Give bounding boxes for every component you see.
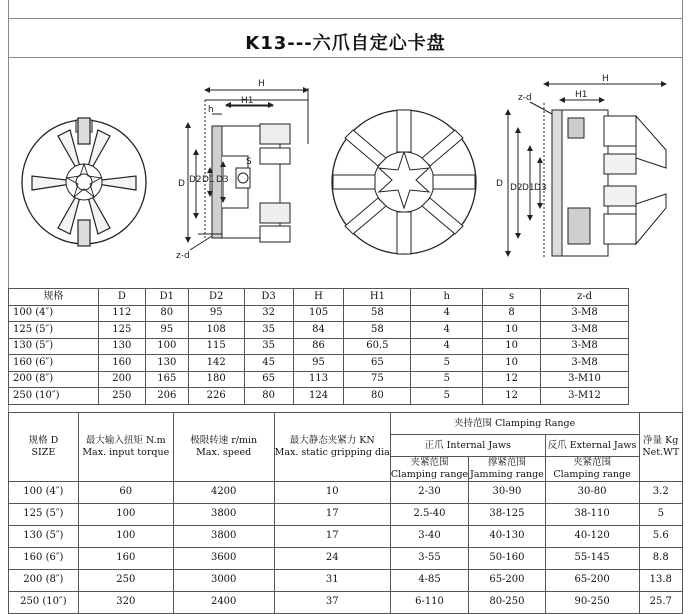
- cell: 250: [98, 388, 145, 405]
- cell: 100 (4″): [9, 481, 79, 503]
- cell: 24: [274, 547, 390, 569]
- cell: 8: [483, 305, 541, 322]
- table-row: [9, 569, 683, 591]
- table-row: [9, 355, 629, 372]
- table-row: [9, 591, 683, 613]
- cell: 60: [78, 481, 173, 503]
- header-D: D: [98, 289, 145, 306]
- cell: 4: [411, 305, 483, 322]
- header-ext-clamping-en: Clamping range: [553, 468, 631, 480]
- cell: 35: [244, 322, 293, 339]
- side-view: [188, 88, 308, 250]
- cell: 165: [145, 371, 188, 388]
- cell: 13.8: [639, 569, 683, 591]
- technical-drawing: [8, 58, 683, 288]
- header-speed: [173, 413, 274, 482]
- cell: 3-40: [390, 525, 468, 547]
- cell: 160 (6″): [9, 355, 99, 372]
- header-jamming-en: Jamming range: [470, 468, 544, 480]
- cell: 4-85: [390, 569, 468, 591]
- cell: 112: [98, 305, 145, 322]
- cell: 65: [344, 355, 411, 372]
- page-title: K13---六爪自定心卡盘: [245, 33, 446, 54]
- table-row: [9, 481, 683, 503]
- header-size: [9, 413, 79, 482]
- cell: 4: [411, 322, 483, 339]
- cell: 125 (5″): [9, 322, 99, 339]
- cell: 12: [483, 371, 541, 388]
- cell: 30-90: [469, 481, 546, 503]
- cell: 142: [188, 355, 244, 372]
- cell: 5: [411, 355, 483, 372]
- table-row: [9, 371, 629, 388]
- header-jamming-cn: 撑紧范围: [487, 457, 526, 468]
- header-h: h: [411, 289, 483, 306]
- header-D2: D2: [188, 289, 244, 306]
- cell: 206: [145, 388, 188, 405]
- cell: 160 (6″): [9, 547, 79, 569]
- cell: 3-M10: [541, 371, 629, 388]
- header-force-cn: 最大静态夹紧力 KN: [289, 435, 375, 446]
- cell: 4200: [173, 481, 274, 503]
- cell: 130: [98, 338, 145, 355]
- cell: 55-145: [545, 547, 639, 569]
- cell: 58: [344, 322, 411, 339]
- cell: 10: [483, 322, 541, 339]
- dim-D1-label: D1: [202, 175, 215, 185]
- cell: 3-M8: [541, 338, 629, 355]
- cell: 95: [145, 322, 188, 339]
- performance-table: [8, 412, 683, 614]
- cell: 80: [244, 388, 293, 405]
- cell: 12: [483, 388, 541, 405]
- cell: 8.8: [639, 547, 683, 569]
- cell: 100: [78, 503, 173, 525]
- cell: 5: [411, 371, 483, 388]
- table-row: [9, 305, 629, 322]
- cell: 3600: [173, 547, 274, 569]
- cell: 31: [274, 569, 390, 591]
- header-weight-cn: 净量 Kg: [643, 435, 679, 446]
- cell: 17: [274, 503, 390, 525]
- cell: 200 (8″): [9, 569, 79, 591]
- cell: 3000: [173, 569, 274, 591]
- header-size-cn: 规格 D: [28, 435, 59, 446]
- header-weight-en: Net.WT: [642, 446, 680, 458]
- cell: 95: [293, 355, 344, 372]
- cell: 80: [145, 305, 188, 322]
- table-row: [9, 388, 629, 405]
- cell: 5: [411, 388, 483, 405]
- header-clamping-cn: 夹紧范围: [410, 457, 449, 468]
- dim-S-label: S: [246, 157, 252, 167]
- dim-D1-label-right: D1: [522, 183, 535, 193]
- cell: 3800: [173, 525, 274, 547]
- dim-D-label-right: D: [496, 179, 503, 189]
- dim-D3-label-right: D3: [534, 183, 547, 193]
- dimension-table: [8, 288, 629, 405]
- dim-H1-label: H1: [241, 96, 254, 106]
- cell: 17: [274, 525, 390, 547]
- cell: 108: [188, 322, 244, 339]
- cell: 65: [244, 371, 293, 388]
- cell: 58: [344, 305, 411, 322]
- header-D3: D3: [244, 289, 293, 306]
- cell: 65-200: [469, 569, 546, 591]
- cell: 3-M8: [541, 322, 629, 339]
- table-row: [9, 525, 683, 547]
- table-row: [9, 322, 629, 339]
- cell: 40-130: [469, 525, 546, 547]
- front-view-left: [22, 118, 146, 246]
- header-torque: [78, 413, 173, 482]
- dim-D2-label-right: D2: [510, 183, 523, 193]
- dim-D2-label: D2: [189, 175, 202, 185]
- title-box: [8, 18, 683, 58]
- cell: 124: [293, 388, 344, 405]
- header-force: [274, 413, 390, 482]
- cell: 160: [78, 547, 173, 569]
- cell: 65-200: [545, 569, 639, 591]
- cell: 32: [244, 305, 293, 322]
- cell: 125: [98, 322, 145, 339]
- cell: 115: [188, 338, 244, 355]
- table-row: [9, 338, 629, 355]
- cell: 50-160: [469, 547, 546, 569]
- cell: 200 (8″): [9, 371, 99, 388]
- header-jamming: [469, 457, 546, 482]
- cell: 130 (5″): [9, 338, 99, 355]
- section-view-right: [508, 84, 666, 258]
- cell: 125 (5″): [9, 503, 79, 525]
- header-ext-clamping-cn: 夹紧范围: [573, 457, 612, 468]
- cell: 95: [188, 305, 244, 322]
- perf-header-row-1: [9, 413, 683, 435]
- header-D1: D1: [145, 289, 188, 306]
- dim-D-label: D: [178, 179, 185, 189]
- cell: 160: [98, 355, 145, 372]
- cell: 100 (4″): [9, 305, 99, 322]
- cell: 250 (10″): [9, 388, 99, 405]
- cell: 3-M8: [541, 305, 629, 322]
- dim-h-label: h: [208, 105, 214, 115]
- cell: 10: [483, 355, 541, 372]
- cell: 45: [244, 355, 293, 372]
- dim-zd-label: z-d: [176, 251, 190, 261]
- cell: 200: [98, 371, 145, 388]
- dim-H1-label-right: H1: [575, 90, 588, 100]
- cell: 180: [188, 371, 244, 388]
- table-row: [9, 503, 683, 525]
- header-H1: H1: [344, 289, 411, 306]
- dim-H-label-right: H: [602, 74, 609, 84]
- dim-H-label: H: [258, 79, 265, 89]
- dimension-table-header: [9, 289, 629, 306]
- header-ext-clamping: [545, 457, 639, 482]
- cell: 3-M12: [541, 388, 629, 405]
- cell: 2-30: [390, 481, 468, 503]
- cell: 35: [244, 338, 293, 355]
- cell: 37: [274, 591, 390, 613]
- cell: 105: [293, 305, 344, 322]
- table-row: [9, 547, 683, 569]
- header-weight: [639, 413, 683, 482]
- cell: 4: [411, 338, 483, 355]
- header-speed-en: Max. speed: [196, 446, 252, 458]
- cell: 3-55: [390, 547, 468, 569]
- header-force-en: Max. static gripping dia: [274, 446, 390, 458]
- cell: 100: [145, 338, 188, 355]
- header-clamping-en: Clamping range: [390, 468, 469, 480]
- header-torque-cn: 最大输入扭矩 N.m: [85, 435, 166, 446]
- dim-D3-label: D3: [216, 175, 229, 185]
- header-internal-jaws: 正爪 Internal Jaws: [390, 435, 545, 457]
- cell: 10: [483, 338, 541, 355]
- cell: 90-250: [545, 591, 639, 613]
- cell: 320: [78, 591, 173, 613]
- cell: 3800: [173, 503, 274, 525]
- cell: 80: [344, 388, 411, 405]
- cell: 80-250: [469, 591, 546, 613]
- header-s: s: [483, 289, 541, 306]
- header-zd: z-d: [541, 289, 629, 306]
- header-clamping-range: 夹持范围 Clamping Range: [390, 413, 639, 435]
- cell: 75: [344, 371, 411, 388]
- cell: 2400: [173, 591, 274, 613]
- cell: 2.5-40: [390, 503, 468, 525]
- cell: 86: [293, 338, 344, 355]
- header-H: H: [293, 289, 344, 306]
- cell: 5: [639, 503, 683, 525]
- header-external-jaws: 反爪 External Jaws: [545, 435, 639, 457]
- cell: 30-80: [545, 481, 639, 503]
- cell: 38-125: [469, 503, 546, 525]
- header-size: 规格: [9, 289, 99, 306]
- cell: 3-M8: [541, 355, 629, 372]
- cell: 6-110: [390, 591, 468, 613]
- dim-zd-label-right: z-d: [518, 93, 532, 103]
- cell: 3.2: [639, 481, 683, 503]
- cell: 40-120: [545, 525, 639, 547]
- cell: 130 (5″): [9, 525, 79, 547]
- header-speed-cn: 极限转速 r/min: [190, 435, 258, 446]
- cell: 5.6: [639, 525, 683, 547]
- cell: 38-110: [545, 503, 639, 525]
- rear-view: [332, 110, 476, 254]
- header-torque-en: Max. input torque: [82, 446, 170, 458]
- cell: 250 (10″): [9, 591, 79, 613]
- cell: 100: [78, 525, 173, 547]
- cell: 84: [293, 322, 344, 339]
- header-clamping: [390, 457, 468, 482]
- cell: 130: [145, 355, 188, 372]
- cell: 25.7: [639, 591, 683, 613]
- cell: 60.5: [344, 338, 411, 355]
- cell: 226: [188, 388, 244, 405]
- cell: 10: [274, 481, 390, 503]
- header-size-en: SIZE: [31, 446, 56, 458]
- cell: 113: [293, 371, 344, 388]
- cell: 250: [78, 569, 173, 591]
